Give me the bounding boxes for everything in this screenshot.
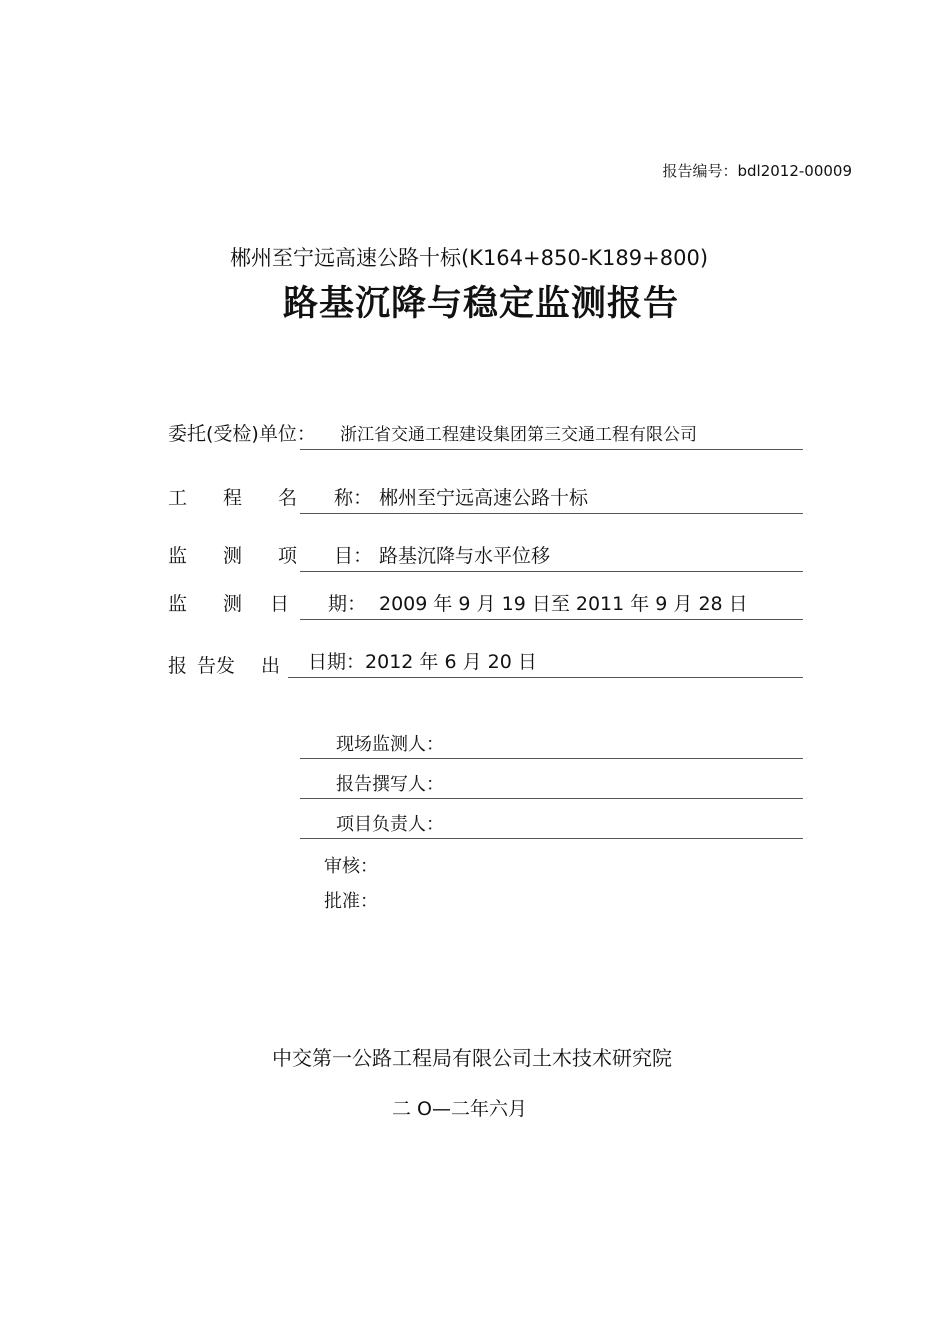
- report-date-chinese: 二 O—二年六月: [392, 1098, 527, 1120]
- writer-label: 报告撰写人：: [336, 774, 444, 795]
- issue-date-text: 2012 年 6 月 20 日: [365, 651, 537, 673]
- label-char: 测: [223, 545, 243, 567]
- field-monitor-underline: [300, 758, 803, 759]
- issue-date-value: [308, 647, 537, 674]
- project-name-value: 郴州至宁远高速公路十标: [379, 487, 589, 509]
- client-underline: [300, 449, 803, 450]
- label-char: 监: [168, 593, 188, 615]
- report-number-value: bdl2012-00009: [737, 162, 852, 180]
- project-lead-underline: [300, 838, 803, 839]
- label-char: 报: [168, 655, 188, 677]
- client-field: [168, 420, 803, 450]
- label-colon: ：: [347, 593, 367, 615]
- monitor-date-underline: [300, 619, 803, 620]
- project-lead-signature: [300, 813, 803, 839]
- reviewer-label: 审核：: [324, 856, 378, 877]
- label-char: 出: [261, 655, 281, 677]
- label-char: 测: [223, 593, 243, 615]
- label-char: 日期: [308, 651, 347, 673]
- field-monitor-signature: [300, 733, 803, 759]
- approver-label: 批准：: [324, 891, 378, 912]
- label-char: 日: [270, 593, 290, 615]
- label-char: 程: [223, 487, 243, 509]
- label-char: 告发: [197, 655, 236, 677]
- client-label: 委托(受检)单位：: [168, 423, 316, 445]
- monitor-item-underline: [300, 571, 803, 572]
- issue-date-label: [168, 651, 280, 678]
- issue-date-field: [168, 648, 803, 678]
- issue-date-underline: [288, 677, 803, 678]
- project-title: [0, 242, 950, 272]
- report-number-label: 报告编号：: [662, 162, 738, 180]
- project-lead-label: 项目负责人：: [336, 814, 444, 835]
- writer-underline: [300, 798, 803, 799]
- main-title: [0, 276, 950, 326]
- label-char: 工: [168, 487, 188, 509]
- label-colon: ：: [353, 545, 373, 567]
- label-char: 名: [278, 487, 298, 509]
- monitor-item-field: [168, 542, 803, 572]
- monitor-date-field: [168, 590, 803, 620]
- client-value: 浙江省交通工程建设集团第三交通工程有限公司: [340, 425, 697, 445]
- project-name-field: [168, 484, 803, 514]
- main-title-text: 路基沉降与稳定监测报告: [282, 284, 679, 324]
- label-char: 目: [334, 545, 354, 567]
- monitor-date-label: [168, 589, 366, 616]
- label-char: 称: [334, 487, 354, 509]
- monitor-item-value: 路基沉降与水平位移: [379, 545, 551, 567]
- label-colon: ：: [353, 487, 373, 509]
- project-name-label: [168, 483, 372, 510]
- monitor-date-value: 2009 年 9 月 19 日至 2011 年 9 月 28 日: [379, 593, 748, 615]
- label-char: 监: [168, 545, 188, 567]
- project-title-text: 郴州至宁远高速公路十标(K164+850-K189+800): [229, 246, 709, 270]
- field-monitor-label: 现场监测人：: [336, 734, 444, 755]
- label-char: 期: [328, 593, 348, 615]
- organization-name: 中交第一公路工程局有限公司土木技术研究院: [272, 1046, 672, 1070]
- project-name-underline: [300, 513, 803, 514]
- writer-signature: [300, 773, 803, 799]
- monitor-item-label: [168, 541, 372, 568]
- label-colon: ：: [346, 651, 366, 673]
- label-char: 项: [278, 545, 298, 567]
- report-number: [662, 160, 852, 181]
